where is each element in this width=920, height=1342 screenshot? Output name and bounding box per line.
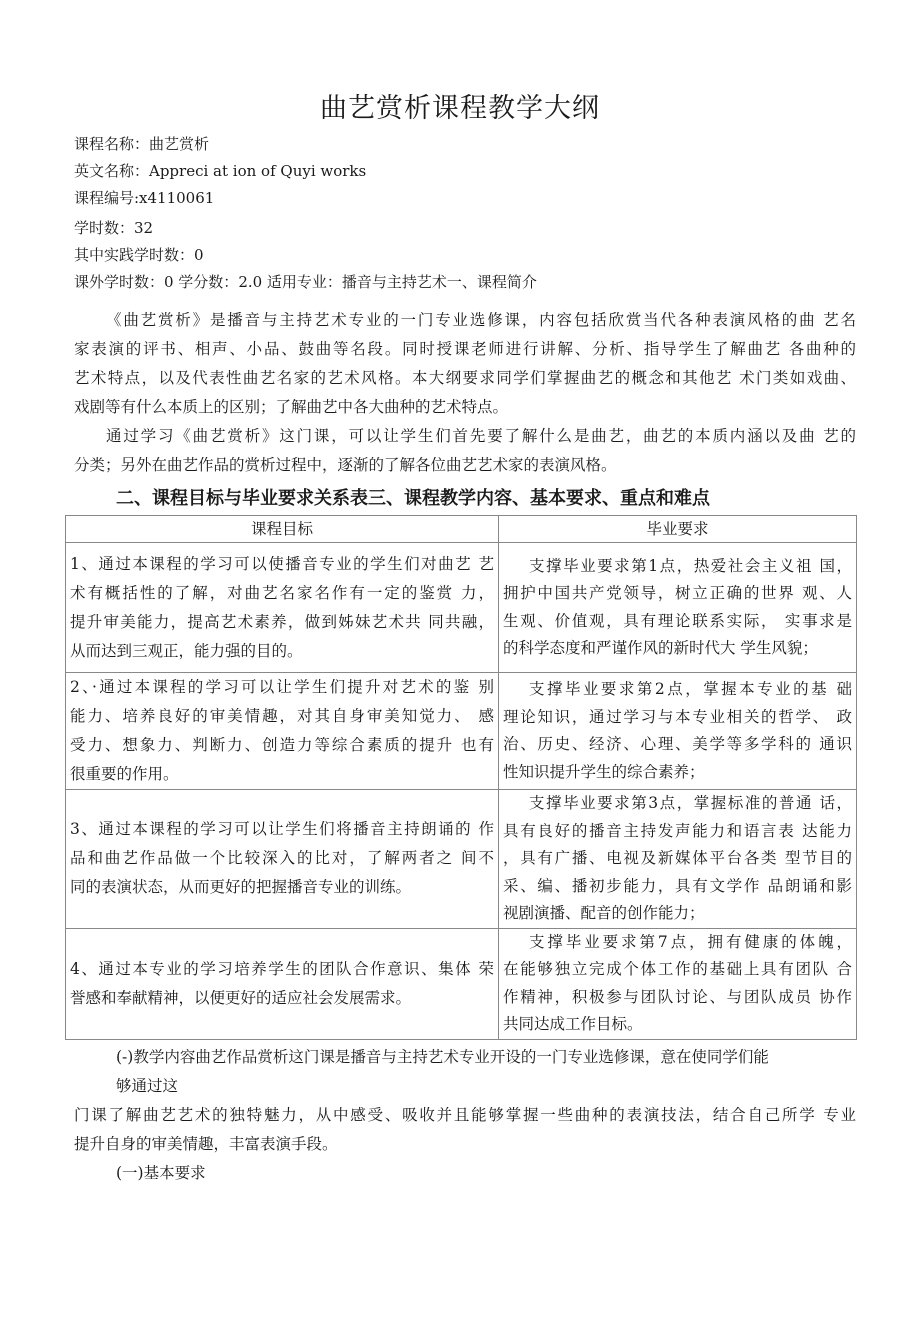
- text-line: 4、通过本专业的学习培养学生的团队合作意识、集体 荣: [70, 959, 494, 978]
- text-line: 作精神，积极参与团队讨论、与团队成员 协作: [503, 987, 852, 1006]
- graduation-requirement-cell: [499, 790, 857, 929]
- intro-paragraph: [74, 422, 856, 480]
- text-line: 拥护中国共产党领导，树立正确的世界 观、人: [503, 584, 852, 602]
- text-line: (-)教学内容曲艺作品赏析这门课是播音与主持艺术专业开设的一门专业选修课，意在使同学们能: [116, 1047, 769, 1066]
- text-line: 品和曲艺作品做一个比较深入的比对，了解两者之 间不: [70, 849, 494, 868]
- graduation-requirement-cell: [499, 928, 857, 1039]
- table-row: [66, 543, 857, 673]
- text-line: 在能够独立完成个体工作的基础上具有团队 合: [503, 960, 852, 978]
- header-graduation-requirement: 毕业要求: [499, 516, 857, 543]
- table-row: [66, 790, 857, 929]
- text-line: 提升审美能力，提高艺术素养，做到姊妹艺术共 同共融，: [70, 612, 494, 631]
- document-body: [70, 306, 856, 1188]
- text-line: 性知识提升学生的综合素养；: [503, 762, 705, 781]
- extra-hours-credits-major: 课外学时数：0 学分数：2.0 适用专业：播音与主持艺术一、课程简介: [74, 273, 537, 291]
- course-goal-cell: [66, 790, 499, 929]
- document-title: 曲艺赏析课程教学大纲: [320, 93, 600, 124]
- text-line: 共同达成工作目标。: [503, 1015, 643, 1033]
- text-line: 很重要的作用。: [70, 765, 179, 783]
- teaching-content-continuation: [74, 1101, 856, 1159]
- course-goal-cell: [66, 543, 499, 673]
- english-name: 英文名称：Appreci at ion of Quyi works: [74, 162, 367, 180]
- text-line: 具有良好的播音主持发声能力和语言表 达能力: [503, 821, 852, 840]
- text-line: 《曲艺赏析》是播音与主持艺术专业的一门专业选修课，内容包括欣赏当代各种表演风格的曲 艺名: [106, 311, 856, 329]
- table-row: [66, 673, 857, 790]
- text-line: 通过学习《曲艺赏析》这门课，可以让学生们首先要了解什么是曲艺，曲艺的本质内涵以及曲 艺的: [106, 427, 856, 445]
- text-line: 门课了解曲艺艺术的独特魅力，从中感受、吸收并且能够掌握一些曲种的表演技法，结合自己所学 专业: [74, 1105, 856, 1124]
- text-line: 同的表演状态，从而更好的把握播音专业的训练。: [70, 878, 412, 897]
- graduation-requirement-cell: [499, 543, 857, 673]
- text-line: 支撑毕业要求第1点，热爱社会主义祖 国，: [529, 556, 852, 575]
- text-line: 1、通过本课程的学习可以使播音专业的学生们对曲艺 艺: [70, 554, 494, 573]
- practice-hours: 其中实践学时数：0: [74, 246, 204, 264]
- course-goal-cell: [66, 673, 499, 790]
- section-heading: 二、课程目标与毕业要求关系表三、课程教学内容、基本要求、重点和难点: [116, 488, 710, 509]
- text-line: ，具有广播、电视及新媒体平台各类 型节目的: [503, 849, 852, 867]
- text-line: 艺术特点，以及代表性曲艺名家的艺术风格。本大纲要求同学们掌握曲艺的概念和其他艺 术门类如戏曲、: [74, 369, 856, 387]
- text-line: 采、编、播初步能力，具有文学作 品朗诵和影: [503, 876, 852, 895]
- text-line: 从而达到三观正，能力强的目的。: [70, 641, 303, 660]
- text-line: 3、通过本课程的学习可以让学生们将播音主持朗诵的 作: [70, 820, 494, 839]
- text-line: 视剧演播、配音的创作能力；: [503, 904, 705, 922]
- course-info: [74, 131, 537, 296]
- header-course-goal: 课程目标: [66, 516, 499, 543]
- text-line: 受力、想象力、判断力、创造力等综合素质的提升 也有: [70, 736, 494, 754]
- course-name: 课程名称：曲艺赏析: [74, 135, 210, 153]
- text-line: 理论知识，通过学习与本专业相关的哲学、 政: [503, 707, 852, 726]
- text-line: 誉感和奉献精神，以便更好的适应社会发展需求。: [70, 988, 412, 1007]
- course-intro: [74, 306, 856, 480]
- teaching-content-paragraph: [116, 1043, 856, 1101]
- text-line: 分类；另外在曲艺作品的赏析过程中，逐渐的了解各位曲艺艺术家的表演风格。: [74, 456, 617, 474]
- course-code: 课程编号:x4110061: [74, 189, 215, 207]
- text-line: 提升自身的审美情趣，丰富表演手段。: [74, 1134, 338, 1153]
- total-hours: 学时数：32: [74, 219, 154, 237]
- table-row: [66, 928, 857, 1039]
- text-line: 2、·通过本课程的学习可以让学生们提升对艺术的鉴 别: [70, 678, 494, 696]
- subheading-basic-requirements: (一)基本要求: [116, 1163, 206, 1182]
- goals-requirements-table: [65, 515, 857, 1040]
- text-line: 支撑毕业要求第2点，掌握本专业的基 础: [529, 680, 852, 698]
- text-line: 的科学态度和严谨作风的新时代大 学生风貌；: [503, 639, 818, 657]
- text-line: 够通过这: [116, 1076, 179, 1095]
- text-line: 家表演的评书、相声、小品、鼓曲等名段。同时授课老师进行讲解、分析、指导学生了解曲艺 各曲种的: [74, 340, 856, 358]
- text-line: 支撑毕业要求第7点，拥有健康的体魄，: [529, 932, 852, 951]
- text-line: 能力、培养良好的审美情趣，对其自身审美知觉力、 感: [70, 707, 494, 725]
- intro-paragraph: [74, 306, 856, 422]
- text-line: 支撑毕业要求第3点，掌握标准的普通 话，: [529, 794, 852, 812]
- text-line: 生观、价值观，具有理论联系实际， 实事求是: [503, 611, 852, 630]
- text-line: 术有概括性的了解，对曲艺名家名作有一定的鉴赏 力，: [70, 583, 494, 602]
- course-goal-cell: [66, 928, 499, 1039]
- text-line: 戏剧等有什么本质上的区别；了解曲艺中各大曲种的艺术特点。: [74, 398, 509, 416]
- graduation-requirement-cell: [499, 673, 857, 790]
- text-line: 治、历史、经济、心理、美学等多学科的 通识: [503, 735, 852, 753]
